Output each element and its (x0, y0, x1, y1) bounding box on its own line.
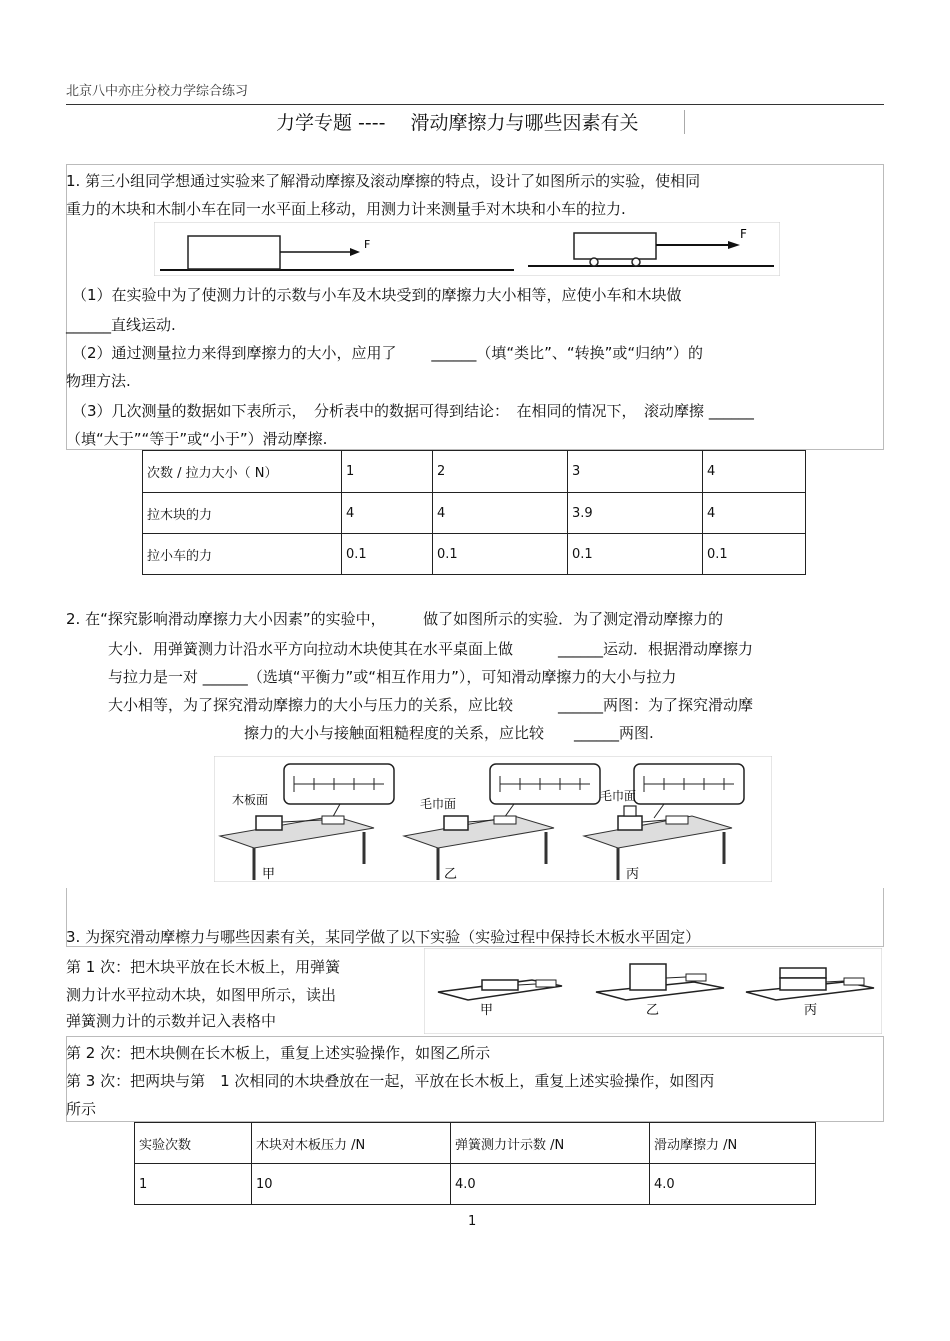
table-cell: 3.9 (568, 493, 703, 534)
table-cell: 弹簧测力计示数 /N (451, 1123, 650, 1164)
wood-block (780, 978, 826, 990)
q2-line: 2. 在“探究影响滑动摩擦力大小因素”的实验中， 做了如图所示的实验．为了测定滑动摩擦力的 (66, 610, 724, 628)
page-header: 北京八中亦庄分校力学综合练习 (66, 84, 249, 99)
surface-label: 毛巾面 (600, 789, 637, 803)
wood-block (618, 816, 642, 830)
q3-data-table (134, 1122, 816, 1205)
table-cell: 4.0 (451, 1164, 650, 1205)
table-cell: 4 (342, 493, 433, 534)
page-number: 1 (468, 1214, 477, 1229)
table-cell: 0.1 (342, 534, 433, 575)
table-cell: 3 (568, 451, 703, 493)
setup-caption: 甲 (480, 1003, 494, 1018)
title-divider (684, 110, 685, 134)
spring-scale (666, 816, 688, 824)
q1-line: 1. 第三小组同学想通过实验来了解滑动摩擦及滚动摩擦的特点，设计了如图所示的实验，使相同 (66, 172, 701, 190)
q3-line: 3. 为探究滑动摩檫力与哪些因素有关，某同学做了以下实验（实验过程中保持长木板水平固定） (66, 928, 701, 946)
q3-line: 第 2 次：把木块侧在长木板上，重复上述实验操作，如图乙所示 (66, 1044, 491, 1062)
table-row (143, 451, 806, 493)
force-label: F (740, 227, 747, 241)
spring-scale (322, 816, 344, 824)
table-cell: 0.1 (433, 534, 568, 575)
spring-scale (686, 974, 706, 981)
wood-block (444, 816, 468, 830)
table-cell: 4 (703, 451, 806, 493)
spring-scale (844, 978, 864, 985)
surface-label: 木板面 (232, 793, 269, 807)
q1-line: （3）几次测量的数据如下表所示， 分析表中的数据可得到结论： 在相同的情况下， 滚动摩擦 ______ (72, 402, 754, 420)
cart-wheel (590, 258, 598, 266)
panel-caption: 丙 (626, 867, 640, 882)
q1-figure (154, 222, 780, 276)
table-cell: 4 (703, 493, 806, 534)
table-cell: 4 (433, 493, 568, 534)
table-cell: 2 (433, 451, 568, 493)
table-cell: 10 (252, 1164, 451, 1205)
q3-line: 第 1 次：把木块平放在长木板上，用弹簧 (66, 958, 341, 976)
wood-block (256, 816, 282, 830)
q3-line: 测力计水平拉动木块，如图甲所示，读出 (66, 986, 337, 1004)
setup-caption: 乙 (646, 1003, 660, 1018)
table-row (143, 493, 806, 534)
spring-scale (536, 980, 556, 987)
setup-caption: 丙 (804, 1003, 818, 1018)
q2-line: 大小．用弹簧测力计沿水平方向拉动木块使其在水平桌面上做 ______运动．根据滑动摩擦力 (108, 640, 754, 658)
q1-line: 重力的木块和木制小车在同一水平面上移动，用测力计来测量手对木块和小车的拉力. (66, 200, 626, 218)
table-cell: 拉小车的力 (143, 534, 342, 575)
table-cell: 实验次数 (135, 1123, 252, 1164)
table-row (135, 1123, 816, 1164)
table-cell: 滑动摩擦力 /N (650, 1123, 816, 1164)
q1-line: （1）在实验中为了使测力计的示数与小车及木块受到的摩擦力大小相等，应使小车和木块做 (72, 286, 682, 304)
panel-caption: 乙 (444, 867, 458, 882)
q1-data-table (142, 450, 806, 575)
table-cell: 4.0 (650, 1164, 816, 1205)
q1-line: ______直线运动. (66, 316, 176, 334)
q2-figure (214, 756, 772, 882)
page-title: 力学专题 ---- 滑动摩擦力与哪些因素有关 (276, 112, 639, 134)
wood-block (780, 968, 826, 978)
table-cell: 木块对木板压力 /N (252, 1123, 451, 1164)
q1-line: （2）通过测量拉力来得到摩擦力的大小，应用了 ______（填“类比”、“转换”或“归纳”）的 (72, 344, 703, 362)
table-row (135, 1164, 816, 1205)
wood-block (188, 236, 280, 269)
table-row (143, 534, 806, 575)
q3-line: 所示 (66, 1100, 97, 1118)
wood-cart (574, 233, 656, 259)
spring-scale (494, 816, 516, 824)
q3-line: 第 3 次：把两块与第 1 次相同的木块叠放在一起，平放在长木板上，重复上述实验操作，如图丙 (66, 1072, 715, 1090)
q1-line: 物理方法. (66, 372, 131, 390)
cart-wheel (632, 258, 640, 266)
wood-block (630, 964, 666, 990)
header-rule (66, 104, 884, 105)
wood-block (482, 980, 518, 990)
weight (624, 806, 636, 816)
table-cell: 拉木块的力 (143, 493, 342, 534)
panel-caption: 甲 (262, 867, 276, 882)
force-label: F (364, 238, 371, 251)
q2-line: 擦力的大小与接触面粗糙程度的关系，应比较 ______两图. (244, 724, 654, 742)
q2-line: 大小相等，为了探究滑动摩擦力的大小与压力的关系，应比较 ______两图：为了探究滑动摩 (108, 696, 754, 714)
q1-line: （填“大于”“等于”或“小于”）滑动摩擦. (66, 430, 328, 448)
q3-line: 弹簧测力计的示数并记入表格中 (66, 1012, 277, 1030)
table-cell: 0.1 (568, 534, 703, 575)
q2-line: 与拉力是一对 ______（选填“平衡力”或“相互作用力”），可知滑动摩擦力的大小与拉力 (108, 668, 677, 686)
q3-figure (424, 948, 882, 1034)
table-cell: 1 (135, 1164, 252, 1205)
table-cell: 1 (342, 451, 433, 493)
table-cell: 次数 / 拉力大小（ N） (143, 451, 342, 493)
surface-label: 毛巾面 (420, 797, 457, 811)
table-cell: 0.1 (703, 534, 806, 575)
